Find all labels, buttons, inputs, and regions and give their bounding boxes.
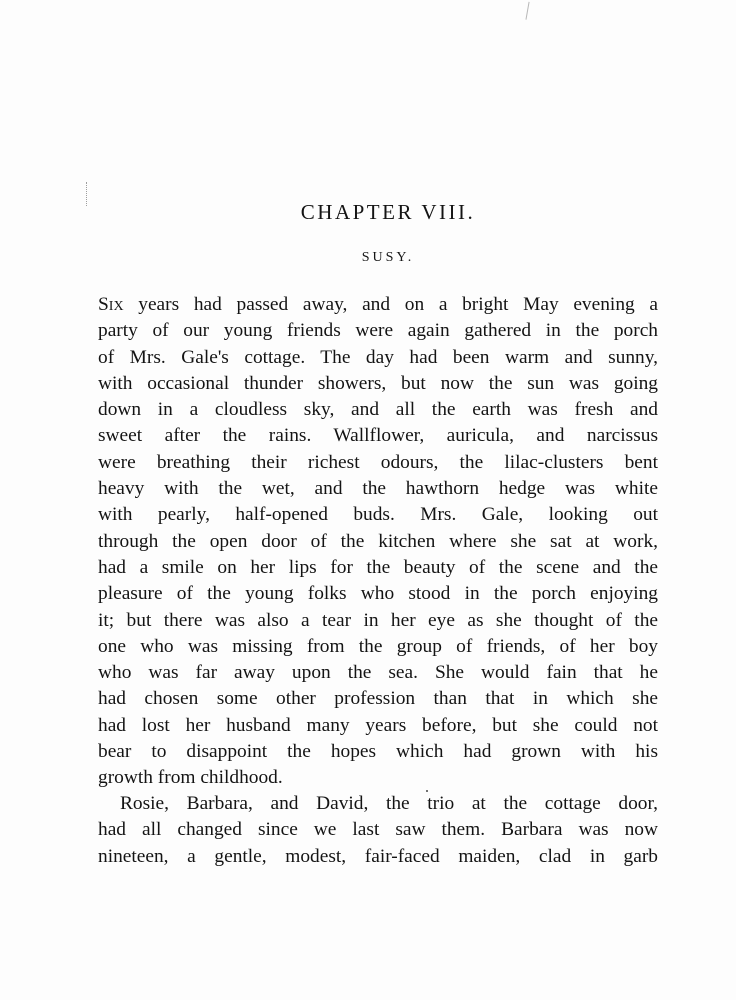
text-line: with occasional thunder showers, but now the sun was going bbox=[98, 372, 658, 394]
text-line: had all changed since we last saw them. Barbara was now bbox=[98, 819, 658, 841]
text-line: of Mrs. Gale's cottage. The day had been warm and sunny, bbox=[98, 346, 658, 368]
drop-word: Six bbox=[98, 294, 124, 315]
text-line: who was far away upon the sea. She would fain that he bbox=[98, 662, 658, 684]
text-line: down in a cloudless sky, and all the earth was fresh and bbox=[98, 399, 658, 421]
text-line: pleasure of the young folks who stood in the porch enjoying bbox=[98, 583, 658, 605]
text-line: it; but there was also a tear in her eye as she thought of the bbox=[98, 609, 658, 631]
text-line: had lost her husband many years before, but she could not bbox=[98, 714, 658, 736]
paragraph-1 bbox=[98, 292, 658, 792]
chapter-title: CHAPTER VIII. bbox=[300, 200, 476, 224]
text-line: with pearly, half-opened buds. Mrs. Gale, looking out bbox=[98, 504, 658, 526]
paragraph-2 bbox=[98, 791, 658, 870]
text-line: were breathing their richest odours, the lilac-clusters bent bbox=[98, 451, 658, 473]
text-line: one who was missing from the group of friends, of her boy bbox=[98, 635, 658, 657]
text-line: nineteen, a gentle, modest, fair-faced maiden, clad in garb bbox=[98, 845, 658, 867]
text-line: party of our young friends were again gathered in the porch bbox=[98, 320, 658, 342]
text-line: sweet after the rains. Wallflower, auricula, and narcissus bbox=[98, 425, 658, 447]
text-line: heavy with the wet, and the hawthorn hedge was white bbox=[98, 478, 658, 500]
text-line: bear to disappoint the hopes which had grown with his bbox=[98, 741, 658, 763]
text-line: had chosen some other profession than that in which she bbox=[98, 688, 658, 710]
text-line: growth from childhood. bbox=[98, 767, 283, 789]
chapter-subtitle: SUSY. bbox=[361, 250, 415, 265]
text-line: through the open door of the kitchen where she sat at work, bbox=[98, 530, 658, 552]
text-line: had a smile on her lips for the beauty of the scene and the bbox=[98, 556, 658, 578]
text-line: Rosie, Barbara, and David, the trio at the cottage door, bbox=[120, 793, 658, 814]
text-line: Six years had passed away, and on a bright May evening a bbox=[98, 294, 658, 315]
margin-mark-top bbox=[525, 2, 532, 20]
